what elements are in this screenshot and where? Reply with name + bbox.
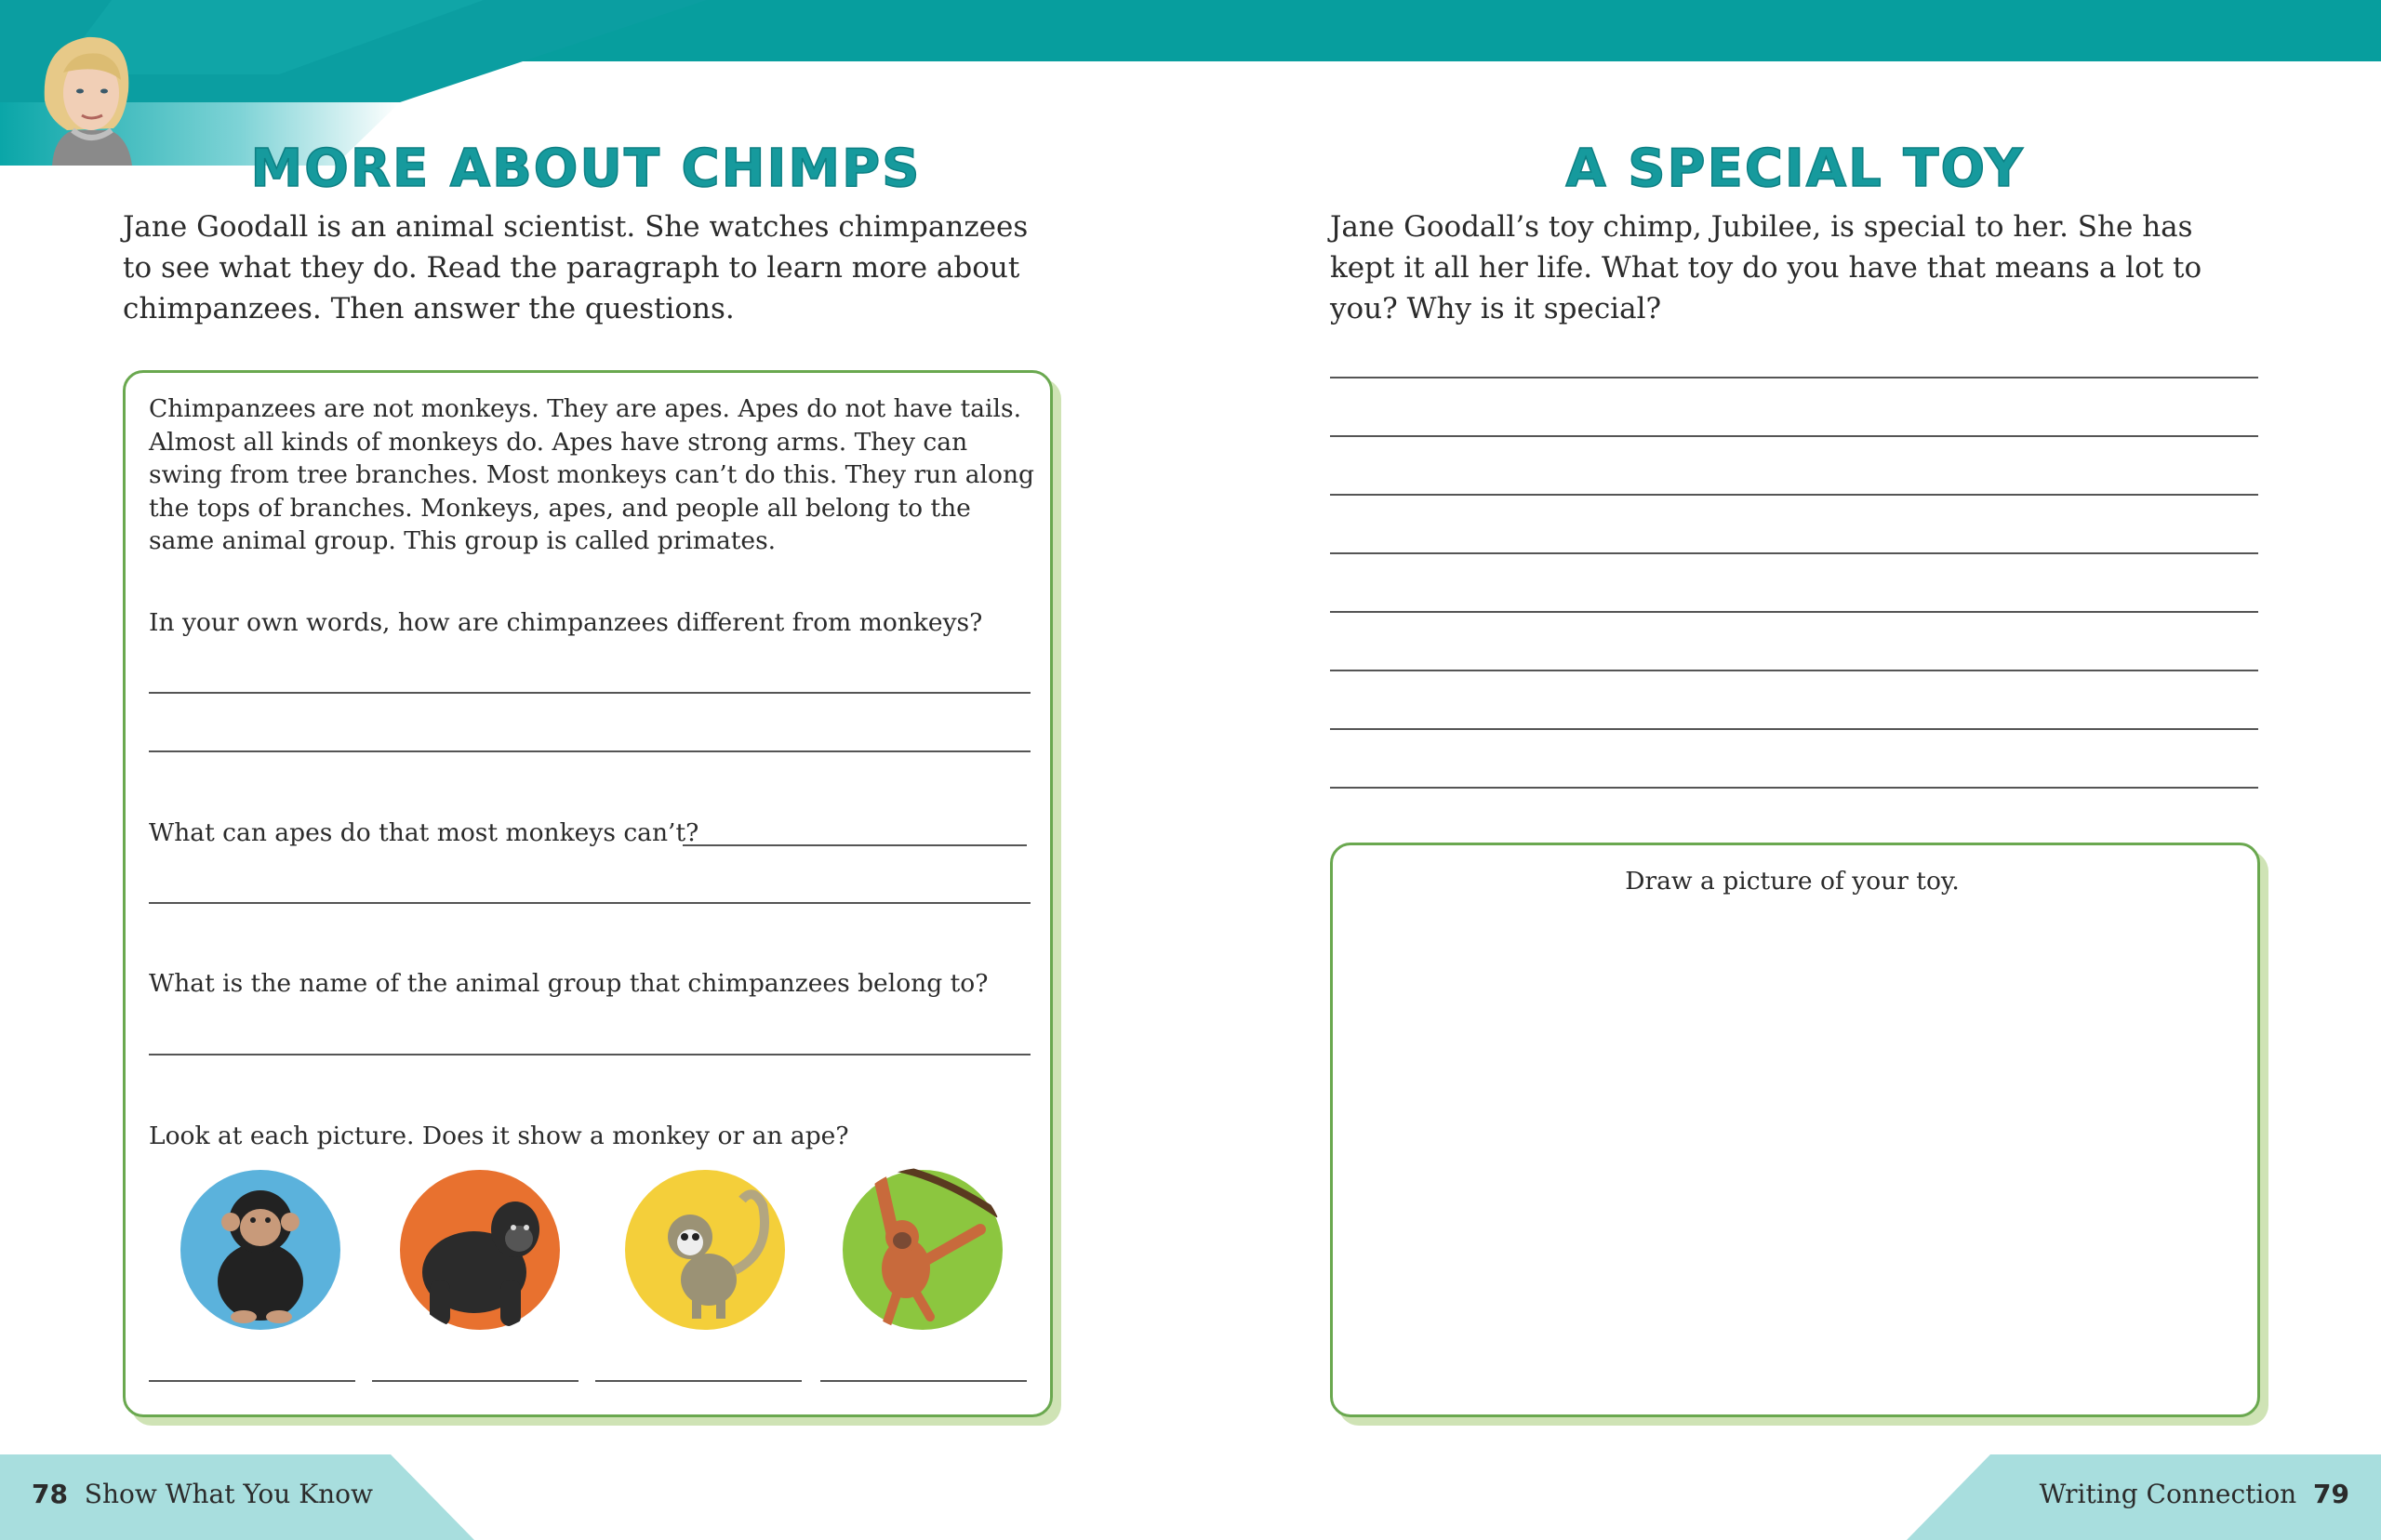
orangutan-picture [841, 1168, 1004, 1332]
question-1: In your own words, how are chimpanzees different from monkeys? [149, 608, 983, 637]
writing-line[interactable] [1330, 494, 2258, 496]
animal-answer-line[interactable] [595, 1380, 802, 1382]
question-4: Look at each picture. Does it show a monkey or an ape? [149, 1122, 849, 1150]
writing-line[interactable] [1330, 377, 2258, 378]
right-page-title: A SPECIAL TOY [1565, 139, 2025, 199]
animal-answer-line[interactable] [149, 1380, 355, 1382]
footer-section-left: Show What You Know [84, 1479, 373, 1509]
gorilla-picture [398, 1168, 562, 1332]
squirrel-monkey-picture [623, 1168, 787, 1332]
reading-passage: Chimpanzees are not monkeys. They are apes. Apes do not have tails. Almost all kinds of monkeys do. Apes have strong arms. They can swing from tree branches. Most monkeys can’t do this. They run along the tops of branches. Monkeys, apes, and people all belong to the same animal group. This group is called primates. [149, 394, 1034, 555]
chimpanzee-picture [179, 1168, 342, 1332]
left-footer [32, 1479, 373, 1509]
page-number-79: 79 [2313, 1479, 2349, 1509]
drawing-prompt: Draw a picture of your toy. [1625, 867, 1960, 896]
writing-line[interactable] [1330, 670, 2258, 671]
question-3: What is the name of the animal group that chimpanzees belong to? [149, 969, 989, 998]
question-2: What can apes do that most monkeys can’t? [149, 818, 699, 847]
page-number-78: 78 [32, 1479, 68, 1509]
right-intro-text: Jane Goodall’s toy chimp, Jubilee, is special to her. She has kept it all her life. What toy do you have that means a lot to you? Why is it special? [1330, 210, 2202, 325]
answer-line[interactable] [149, 750, 1031, 752]
answer-line[interactable] [149, 1054, 1031, 1055]
answer-line[interactable] [149, 692, 1031, 694]
animal-answer-line[interactable] [372, 1380, 579, 1382]
left-page-title: MORE ABOUT CHIMPS [250, 139, 922, 199]
answer-line[interactable] [149, 902, 1031, 904]
writing-line[interactable] [1330, 787, 2258, 789]
footer-section-right: Writing Connection [2039, 1479, 2297, 1509]
writing-line[interactable] [1330, 552, 2258, 554]
writing-line[interactable] [1330, 435, 2258, 437]
left-intro-text: Jane Goodall is an animal scientist. She watches chimpanzees to see what they do. Read the paragraph to learn more about chimpanzees. Then answer the questions. [123, 210, 1029, 325]
answer-line[interactable] [683, 844, 1027, 846]
right-footer [2040, 1479, 2349, 1509]
drawing-box[interactable] [1330, 843, 2260, 1417]
animal-answer-line[interactable] [820, 1380, 1027, 1382]
writing-line[interactable] [1330, 611, 2258, 613]
writing-line[interactable] [1330, 728, 2258, 730]
